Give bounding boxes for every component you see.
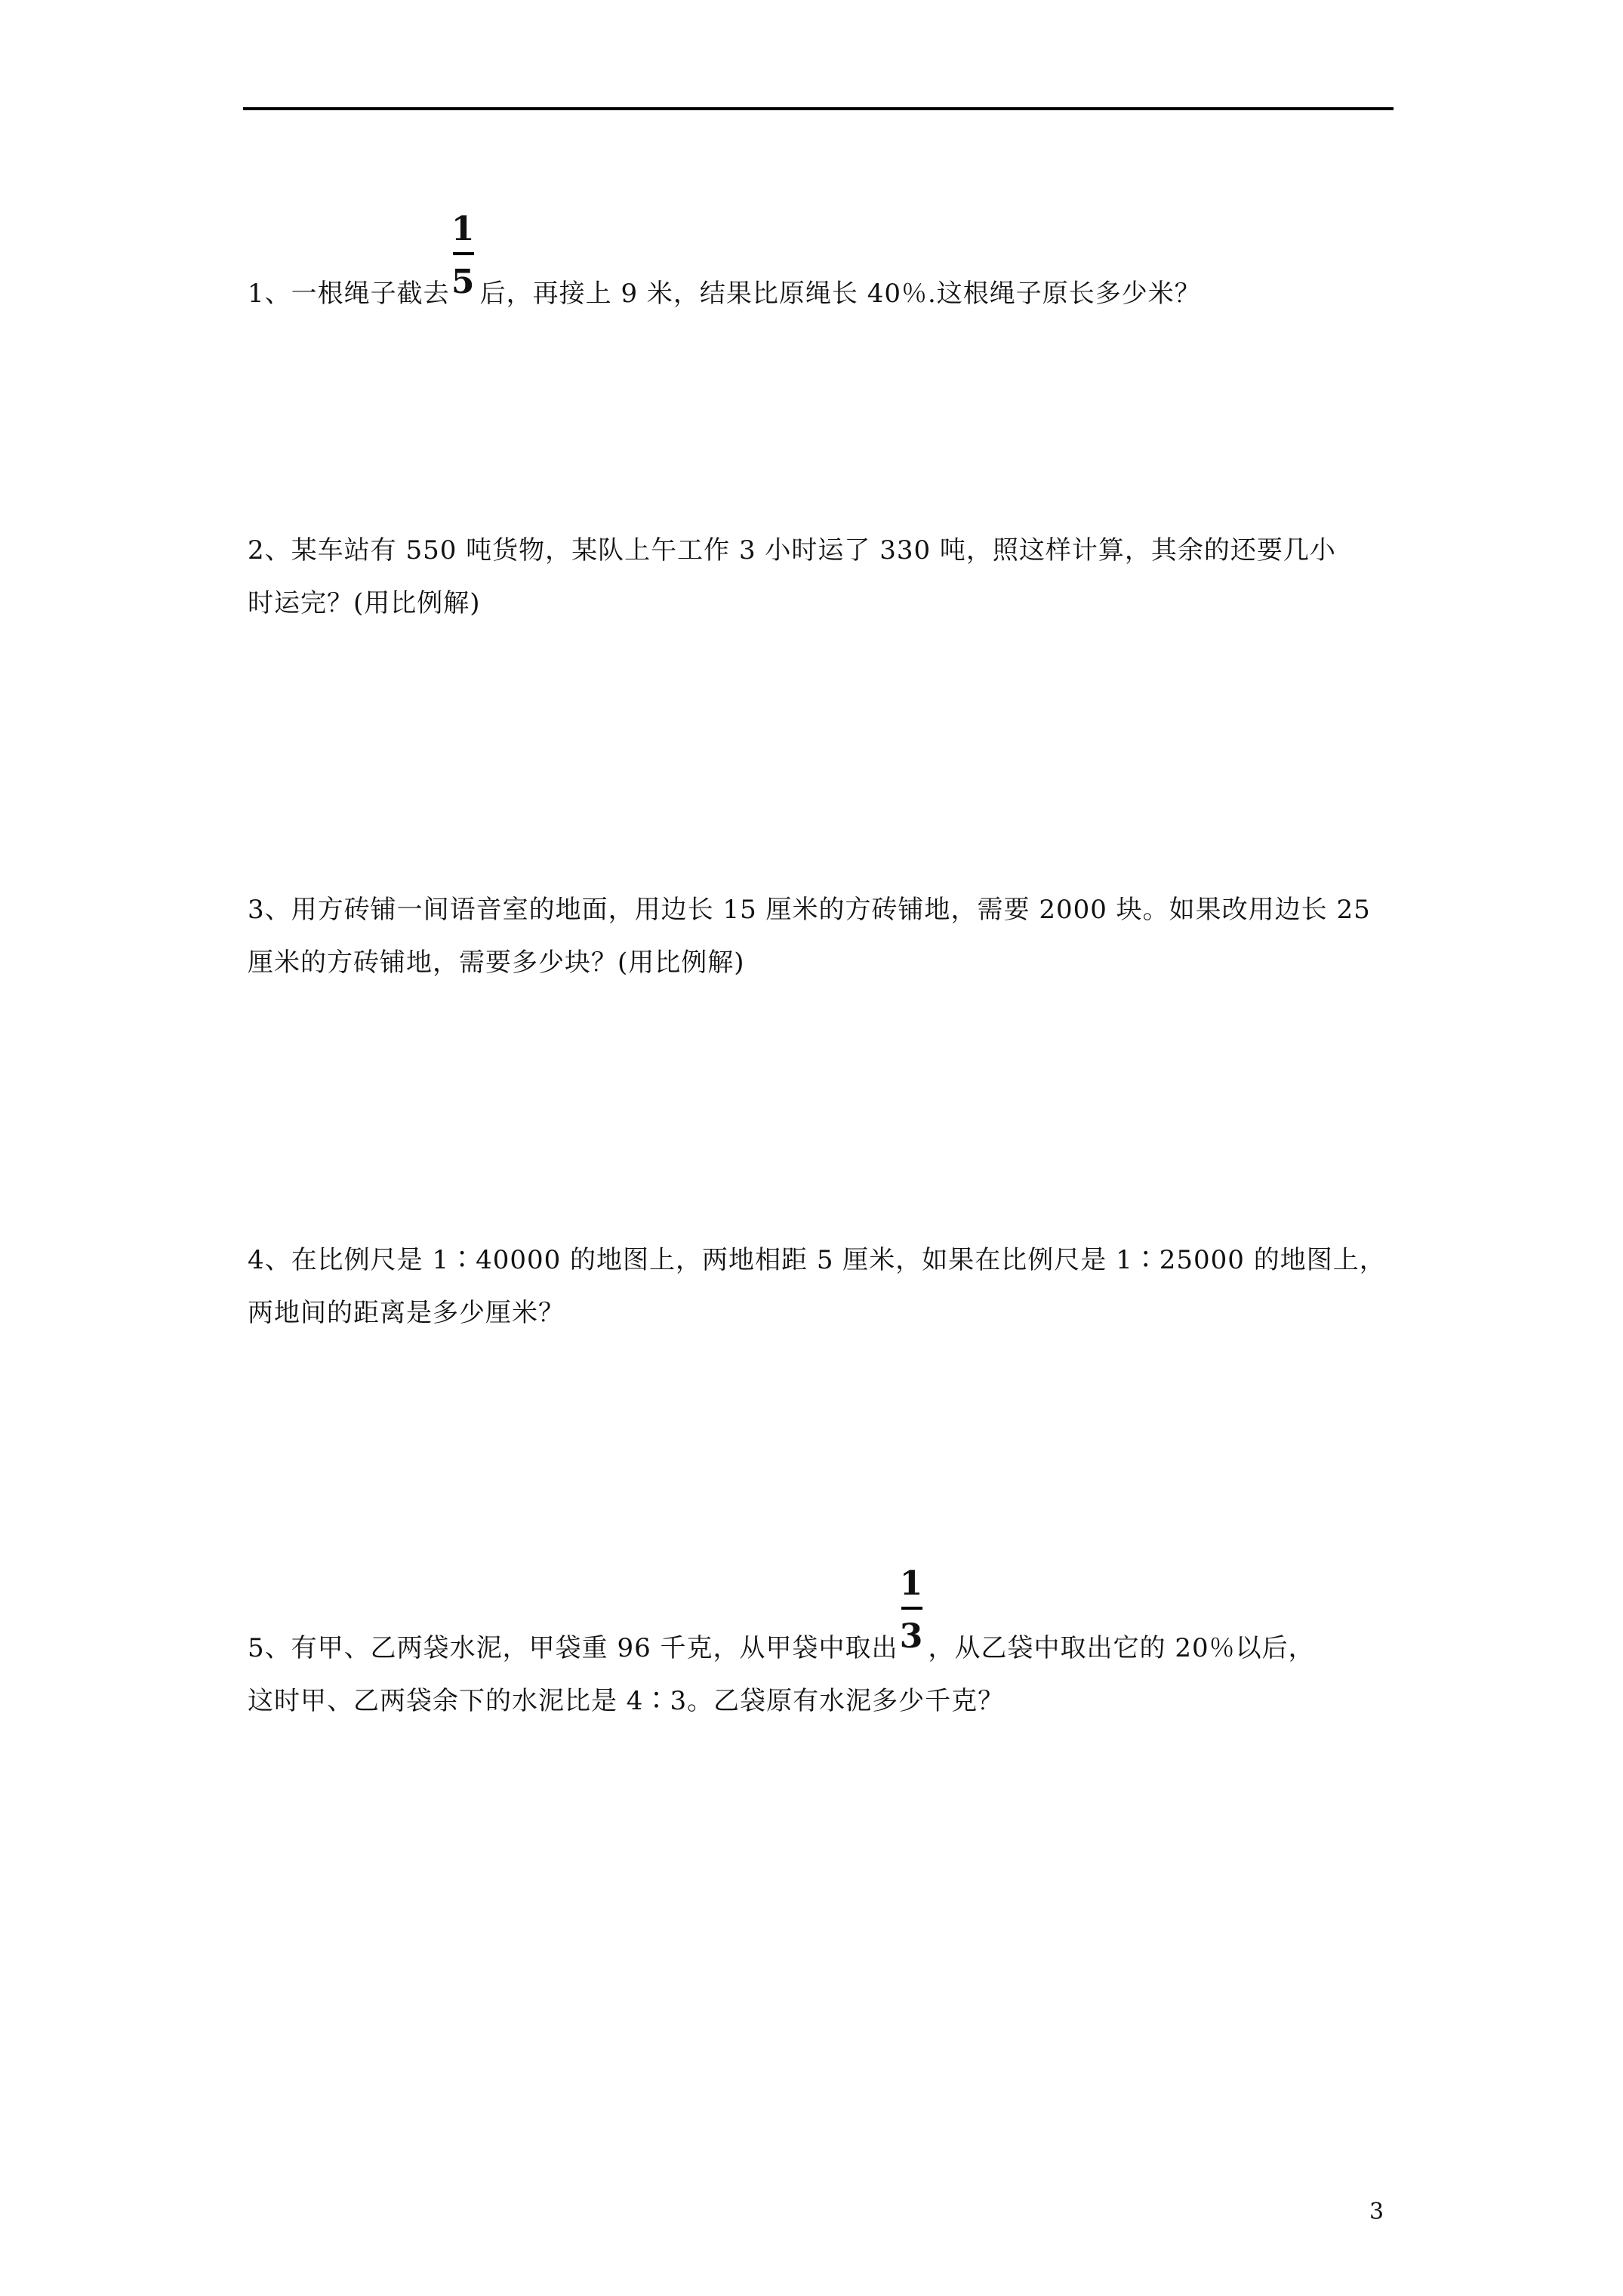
fraction-numerator: 1 bbox=[899, 1564, 924, 1603]
problem-1-line-1 bbox=[248, 210, 1395, 320]
problem-4-line-2: 两地间的距离是多少厘米？ bbox=[248, 1298, 565, 1328]
fraction-one-fifth bbox=[451, 210, 476, 302]
problem-3 bbox=[248, 883, 1395, 989]
problem-4-line-1: 4、在比例尺是 1∶40000 的地图上，两地相距 5 厘米，如果在比例尺是 1∶25000 的地图上， bbox=[248, 1245, 1386, 1275]
problem-5-text-after-fraction: ，从乙袋中取出它的 20％以后， bbox=[928, 1633, 1315, 1663]
problem-3-line-2: 厘米的方砖铺地，需要多少块？(用比例解) bbox=[248, 948, 745, 978]
problem-2-line-2: 时运完？(用比例解) bbox=[248, 588, 481, 618]
fraction-bar bbox=[901, 1607, 922, 1610]
header-rule bbox=[243, 107, 1394, 110]
problem-5-line-2: 这时甲、乙两袋余下的水泥比是 4∶3。乙袋原有水泥多少千克？ bbox=[248, 1686, 1005, 1716]
problem-3-line-1: 3、用方砖铺一间语音室的地面，用边长 15 厘米的方砖铺地，需要 2000 块。如果改用边长 25 bbox=[248, 895, 1371, 925]
problem-2 bbox=[248, 524, 1395, 630]
fraction-denominator: 5 bbox=[451, 263, 476, 301]
problem-1-text-before-fraction: 1、一根绳子截去 bbox=[248, 279, 450, 309]
problem-1-text-after-fraction: 后，再接上 9 米，结果比原绳长 40％.这根绳子原长多少米？ bbox=[479, 279, 1201, 309]
problem-5 bbox=[248, 1564, 1395, 1727]
page-number: 3 bbox=[1369, 2199, 1384, 2225]
fraction-bar bbox=[453, 252, 474, 255]
problem-1 bbox=[248, 210, 1395, 320]
fraction-one-third bbox=[899, 1564, 924, 1657]
fraction-denominator: 3 bbox=[899, 1617, 924, 1656]
fraction-numerator: 1 bbox=[451, 210, 476, 248]
problem-5-text-before-fraction: 5、有甲、乙两袋水泥，甲袋重 96 千克，从甲袋中取出 bbox=[248, 1633, 898, 1663]
problem-2-line-1: 2、某车站有 550 吨货物，某队上午工作 3 小时运了 330 吨，照这样计算，其余的还要几小 bbox=[248, 535, 1336, 566]
problem-4 bbox=[248, 1234, 1395, 1339]
problem-5-line-1 bbox=[248, 1564, 1395, 1675]
